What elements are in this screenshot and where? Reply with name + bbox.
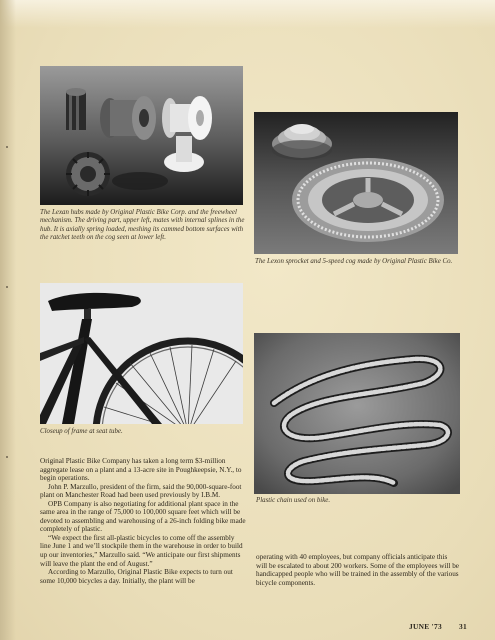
chain-illustration xyxy=(254,333,460,494)
page-top-edge xyxy=(0,0,495,28)
photo-plastic-chain xyxy=(254,333,460,494)
hubs-illustration xyxy=(40,66,243,205)
article-right-column xyxy=(256,553,460,587)
paragraph: OPB Company is also negotiating for additional plant space in the same area in the range of 75,000 to 100,000 square feet which will be devoted to assembling and warehousing of a 26-inch folding bike made completely of plastic. xyxy=(40,499,246,534)
photo-frame-closeup xyxy=(40,283,243,424)
photo-sprocket xyxy=(254,112,458,254)
caption-sprocket: The Lexon sprocket and 5-speed cog made by Original Plastic Bike Co. xyxy=(255,258,453,265)
sprocket-illustration xyxy=(254,112,458,254)
paragraph: “We expect the first all-plastic bicycles to come off the assembly line June 1 and we’ll stockpile them in the warehouse in order to build up our inventories,” Marzullo said. “We anticipate our first shipments will leave the plant the end of August.” xyxy=(40,533,243,568)
caption-hubs: The Lexan hubs made by Original Plastic Bike Corp. and the freewheel mechanism. The driving part, upper left, mates with internal splines in the hub. It is axially spring loaded, meshing its cammed bottom surfaces with the ratchet teeth on the cog seen at lower left. xyxy=(40,209,245,242)
caption-frame: Closeup of frame at seat tube. xyxy=(40,428,123,435)
margin-mark xyxy=(6,456,8,458)
frame-illustration xyxy=(40,283,243,424)
article-left-column xyxy=(40,457,246,585)
caption-chain: Plastic chain used on bike. xyxy=(256,497,331,504)
footer-issue-date: JUNE '73 xyxy=(409,622,442,631)
margin-mark xyxy=(6,286,8,288)
margin-mark xyxy=(6,146,8,148)
page-number: 31 xyxy=(459,622,467,631)
paragraph: John P. Marzullo, president of the firm, said the 90,000-square-foot plant on Manchester Road had been used previously by I.B.M. xyxy=(40,482,242,500)
paragraph: operating with 40 employees, but company officials anticipate this will be escalated to about 200 workers. Some of the employees will be handicapped people who will be trained in the assembly of the various bicycle components. xyxy=(256,553,459,587)
binding-shadow xyxy=(0,0,16,640)
paragraph: According to Marzullo, Original Plastic Bike expects to turn out some 10,000 bicycles a day. Initially, the plant will be xyxy=(40,568,233,585)
paragraph: Original Plastic Bike Company has taken a long term $3-million aggregate lease on a plant and a 13-acre site in Poughkeepsie, N.Y., to begin operations. xyxy=(40,457,242,483)
photo-lexan-hubs xyxy=(40,66,243,205)
